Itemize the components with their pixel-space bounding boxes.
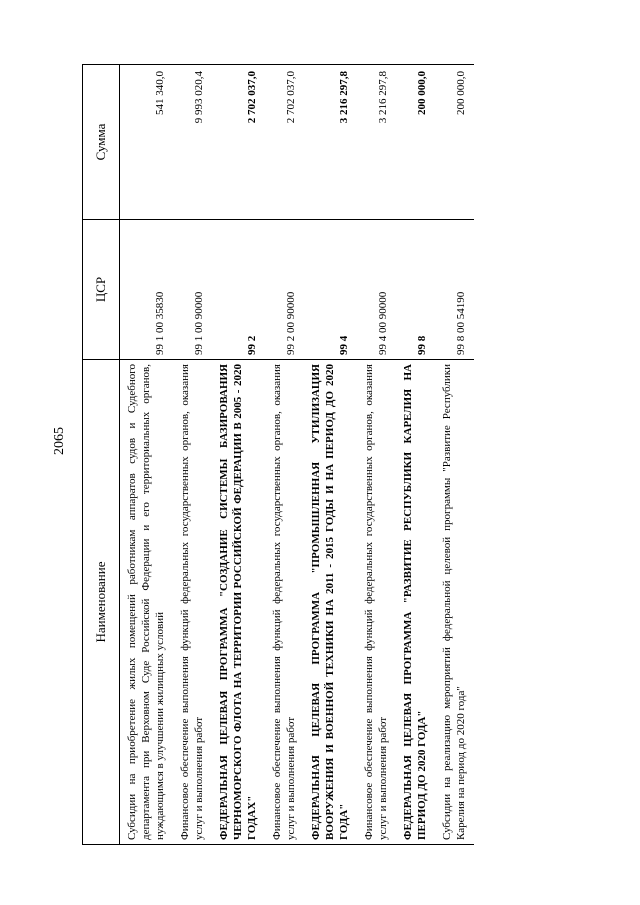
row-sum: 541 340,0 bbox=[120, 65, 174, 220]
row-code: 99 2 00 90000 bbox=[265, 220, 304, 360]
table-header-row bbox=[83, 65, 120, 845]
row-code: 99 2 bbox=[212, 220, 265, 360]
header-sum: Сумма bbox=[83, 65, 120, 220]
row-name: Субсидии на приобретение жилых помещений работникам аппаратов судов и Судебного департамента при Верховном Суде Российской Федерации и его территориальных органов, нуждающимся в улучшении жилищных условий bbox=[120, 360, 174, 845]
row-name: Финансовое обеспечение выполнения функций федеральных государственных органов, оказания услуг и выполнения работ bbox=[357, 360, 396, 845]
row-name: ФЕДЕРАЛЬНАЯ ЦЕЛЕВАЯ ПРОГРАММА "РАЗВИТИЕ РЕСПУБЛИКИ КАРЕЛИЯ НА ПЕРИОД ДО 2020 ГОДА" bbox=[396, 360, 435, 845]
row-sum: 2 702 037,0 bbox=[212, 65, 265, 220]
row-sum: 200 000,0 bbox=[396, 65, 435, 220]
row-code: 99 4 bbox=[304, 220, 357, 360]
table-row bbox=[357, 65, 396, 845]
row-sum: 3 216 297,8 bbox=[357, 65, 396, 220]
row-sum: 9 993 020,4 bbox=[173, 65, 212, 220]
table-row bbox=[212, 65, 265, 845]
page-number: 2065 bbox=[52, 427, 67, 455]
table-row bbox=[265, 65, 304, 845]
row-sum: 200 000,0 bbox=[435, 65, 474, 220]
row-code: 99 8 bbox=[396, 220, 435, 360]
header-name: Наименование bbox=[83, 360, 120, 845]
table-row bbox=[120, 65, 174, 845]
table-row bbox=[396, 65, 435, 845]
table-row bbox=[435, 65, 474, 845]
row-code: 99 1 00 90000 bbox=[173, 220, 212, 360]
header-code: ЦСР bbox=[83, 220, 120, 360]
row-name: Финансовое обеспечение выполнения функций федеральных государственных органов, оказания услуг и выполнения работ bbox=[173, 360, 212, 845]
table-row bbox=[304, 65, 357, 845]
row-code: 99 1 00 35830 bbox=[120, 220, 174, 360]
row-code: 99 8 00 54190 bbox=[435, 220, 474, 360]
table-row bbox=[173, 65, 212, 845]
rotated-table-wrapper bbox=[82, 65, 572, 845]
row-sum: 3 216 297,8 bbox=[304, 65, 357, 220]
row-name: ФЕДЕРАЛЬНАЯ ЦЕЛЕВАЯ ПРОГРАММА "ПРОМЫШЛЕННАЯ УТИЛИЗАЦИЯ ВООРУЖЕНИЯ И ВОЕННОЙ ТЕХНИКИ НА 2011 - 2015 ГОДЫ И НА ПЕРИОД ДО 2020 ГОДА" bbox=[304, 360, 357, 845]
row-name: ФЕДЕРАЛЬНАЯ ЦЕЛЕВАЯ ПРОГРАММА "СОЗДАНИЕ СИСТЕМЫ БАЗИРОВАНИЯ ЧЕРНОМОРСКОГО ФЛОТА НА ТЕРРИТОРИИ РОССИЙСКОЙ ФЕДЕРАЦИИ В 2005 - 2020 ГОДАХ" bbox=[212, 360, 265, 845]
row-name: Финансовое обеспечение выполнения функций федеральных государственных органов, оказания услуг и выполнения работ bbox=[265, 360, 304, 845]
budget-table bbox=[82, 64, 474, 845]
table-body bbox=[120, 65, 475, 845]
row-code: 99 4 00 90000 bbox=[357, 220, 396, 360]
row-sum: 2 702 037,0 bbox=[265, 65, 304, 220]
row-name: Субсидии на реализацию мероприятий федеральной целевой программы "Развитие Республики Карелия на период до 2020 года" bbox=[435, 360, 474, 845]
